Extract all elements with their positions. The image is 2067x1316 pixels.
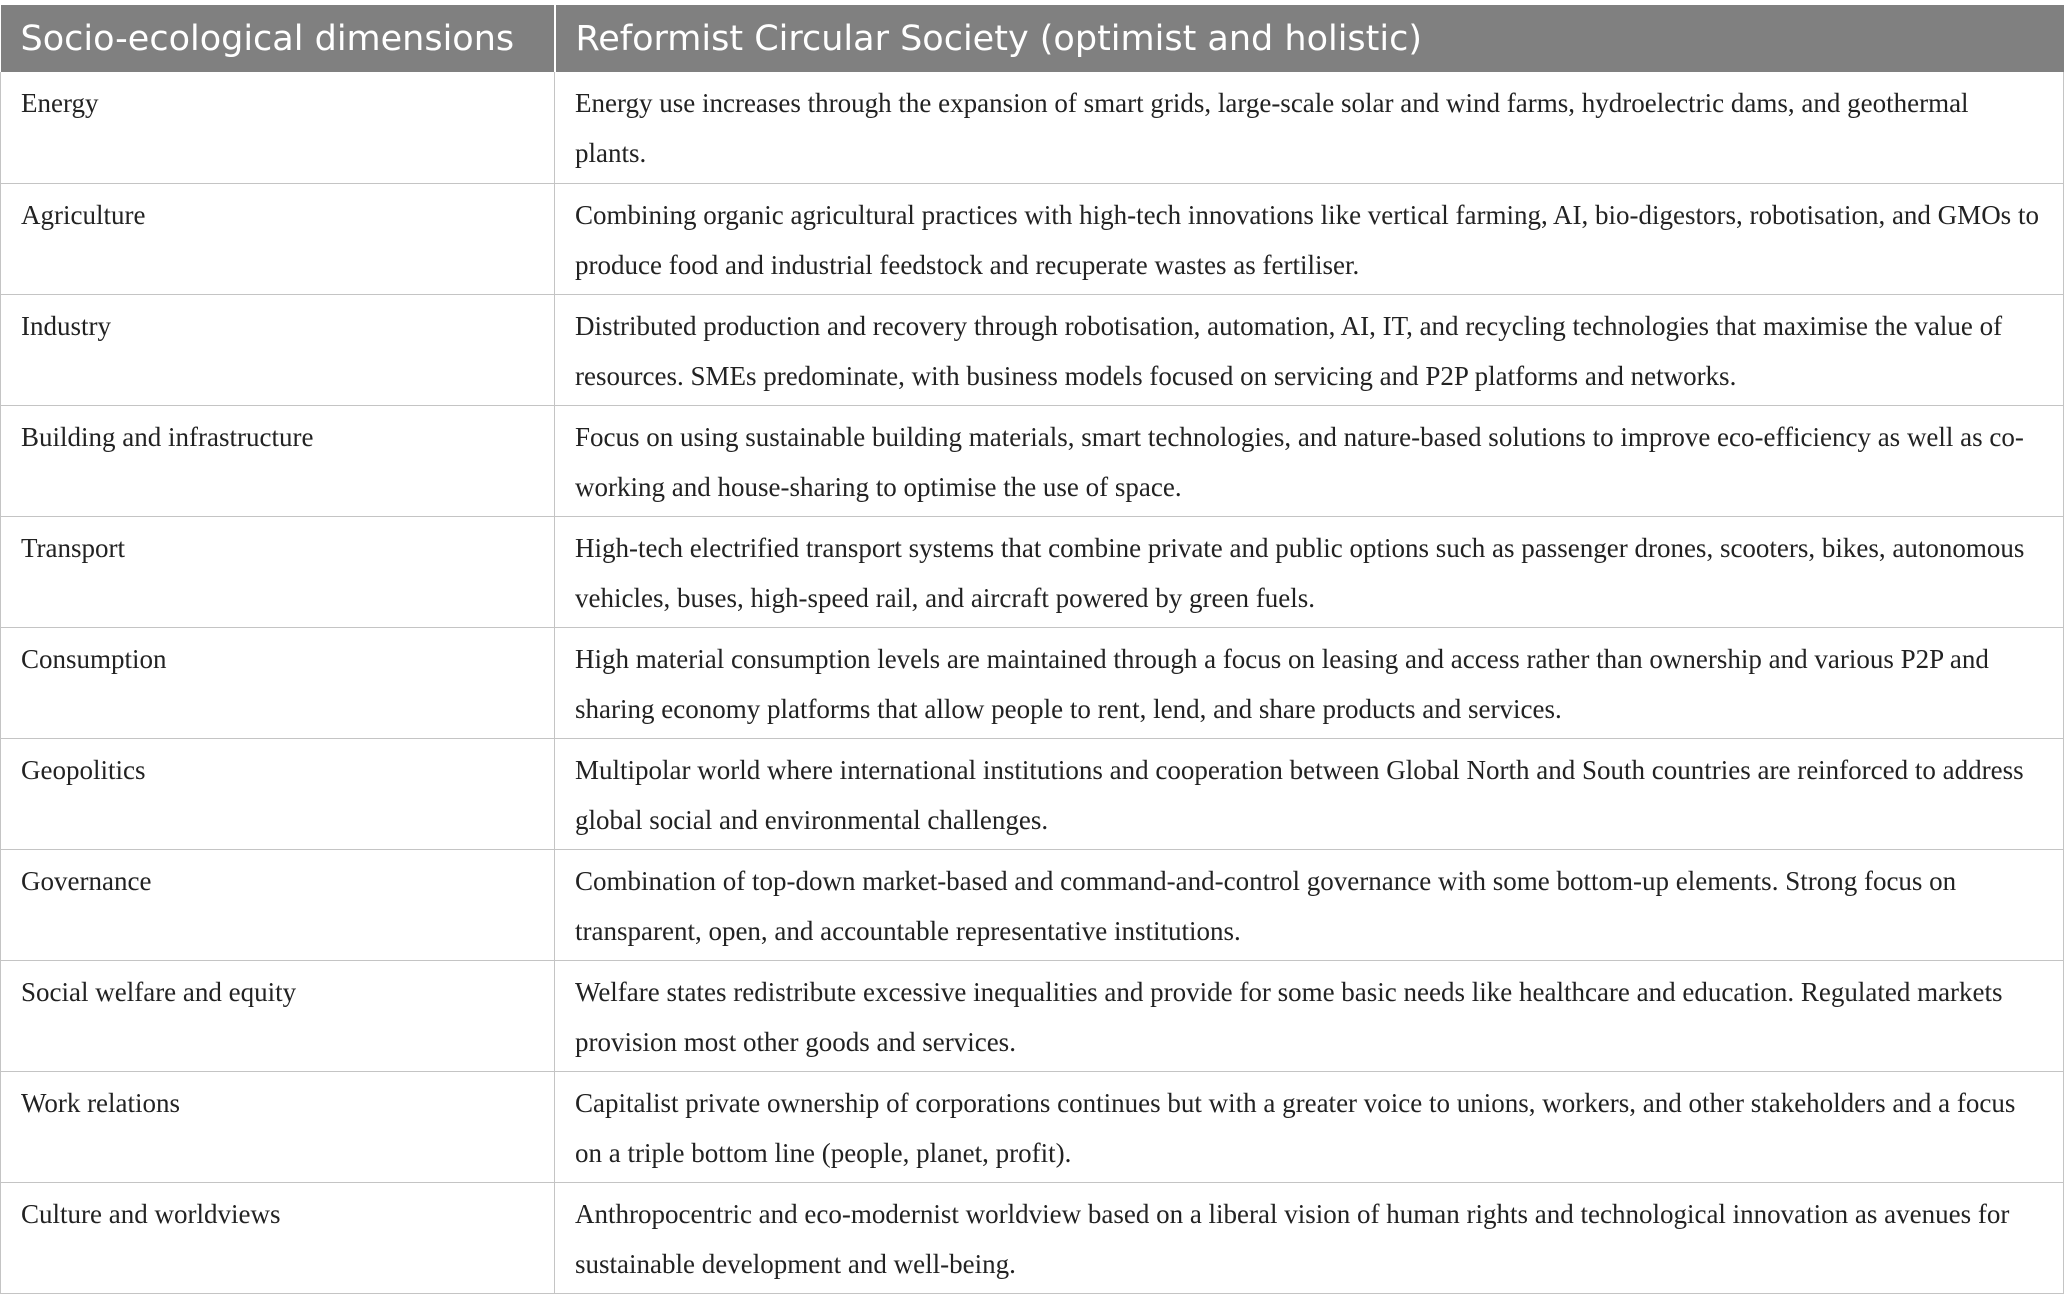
dimension-cell: Culture and worldviews — [1, 1182, 555, 1293]
table-row — [1, 183, 2064, 294]
table-row — [1, 1071, 2064, 1182]
table-row — [1, 849, 2064, 960]
header-row — [1, 5, 2064, 72]
table-row — [1, 294, 2064, 405]
description-cell: Combining organic agricultural practices with high-tech innovations like vertical farming, AI, bio-digestors, robotisation, and GMOs to produce food and industrial feedstock and recuperate wastes as fertiliser. — [555, 183, 2064, 294]
table-row — [1, 1182, 2064, 1293]
dimension-cell: Industry — [1, 294, 555, 405]
dimension-cell: Building and infrastructure — [1, 405, 555, 516]
header-dimensions: Socio-ecological dimensions — [1, 5, 555, 72]
dimension-cell: Agriculture — [1, 183, 555, 294]
scenario-table — [0, 5, 2064, 1294]
description-cell: Capitalist private ownership of corporations continues but with a greater voice to unions, workers, and other stakeholders and a focus on a triple bottom line (people, planet, profit). — [555, 1071, 2064, 1182]
table-row — [1, 516, 2064, 627]
table-row — [1, 738, 2064, 849]
description-cell: Focus on using sustainable building materials, smart technologies, and nature-based solutions to improve eco-efficiency as well as co-working and house-sharing to optimise the use of space. — [555, 405, 2064, 516]
table-row — [1, 405, 2064, 516]
dimension-cell: Energy — [1, 72, 555, 183]
table-header — [1, 5, 2064, 72]
table-row — [1, 627, 2064, 738]
dimension-cell: Transport — [1, 516, 555, 627]
description-cell: High-tech electrified transport systems that combine private and public options such as passenger drones, scooters, bikes, autonomous vehicles, buses, high-speed rail, and aircraft powered by green fuels. — [555, 516, 2064, 627]
description-cell: Energy use increases through the expansion of smart grids, large-scale solar and wind farms, hydroelectric dams, and geothermal plants. — [555, 72, 2064, 183]
description-cell: High material consumption levels are maintained through a focus on leasing and access rather than ownership and various P2P and sharing economy platforms that allow people to rent, lend, and share products and services. — [555, 627, 2064, 738]
description-cell: Multipolar world where international institutions and cooperation between Global North and South countries are reinforced to address global social and environmental challenges. — [555, 738, 2064, 849]
table-row — [1, 960, 2064, 1071]
description-cell: Anthropocentric and eco-modernist worldview based on a liberal vision of human rights and technological innovation as avenues for sustainable development and well-being. — [555, 1182, 2064, 1293]
dimension-cell: Consumption — [1, 627, 555, 738]
table-row — [1, 72, 2064, 183]
description-cell: Combination of top-down market-based and command-and-control governance with some bottom-up elements. Strong focus on transparent, open, and accountable representative institutions. — [555, 849, 2064, 960]
dimension-cell: Social welfare and equity — [1, 960, 555, 1071]
description-cell: Welfare states redistribute excessive inequalities and provide for some basic needs like healthcare and education. Regulated markets provision most other goods and services. — [555, 960, 2064, 1071]
table-body — [1, 72, 2064, 1293]
dimension-cell: Geopolitics — [1, 738, 555, 849]
header-scenario: Reformist Circular Society (optimist and holistic) — [555, 5, 2064, 72]
description-cell: Distributed production and recovery through robotisation, automation, AI, IT, and recycling technologies that maximise the value of resources. SMEs predominate, with business models focused on servicing and P2P platforms and networks. — [555, 294, 2064, 405]
dimension-cell: Work relations — [1, 1071, 555, 1182]
dimension-cell: Governance — [1, 849, 555, 960]
